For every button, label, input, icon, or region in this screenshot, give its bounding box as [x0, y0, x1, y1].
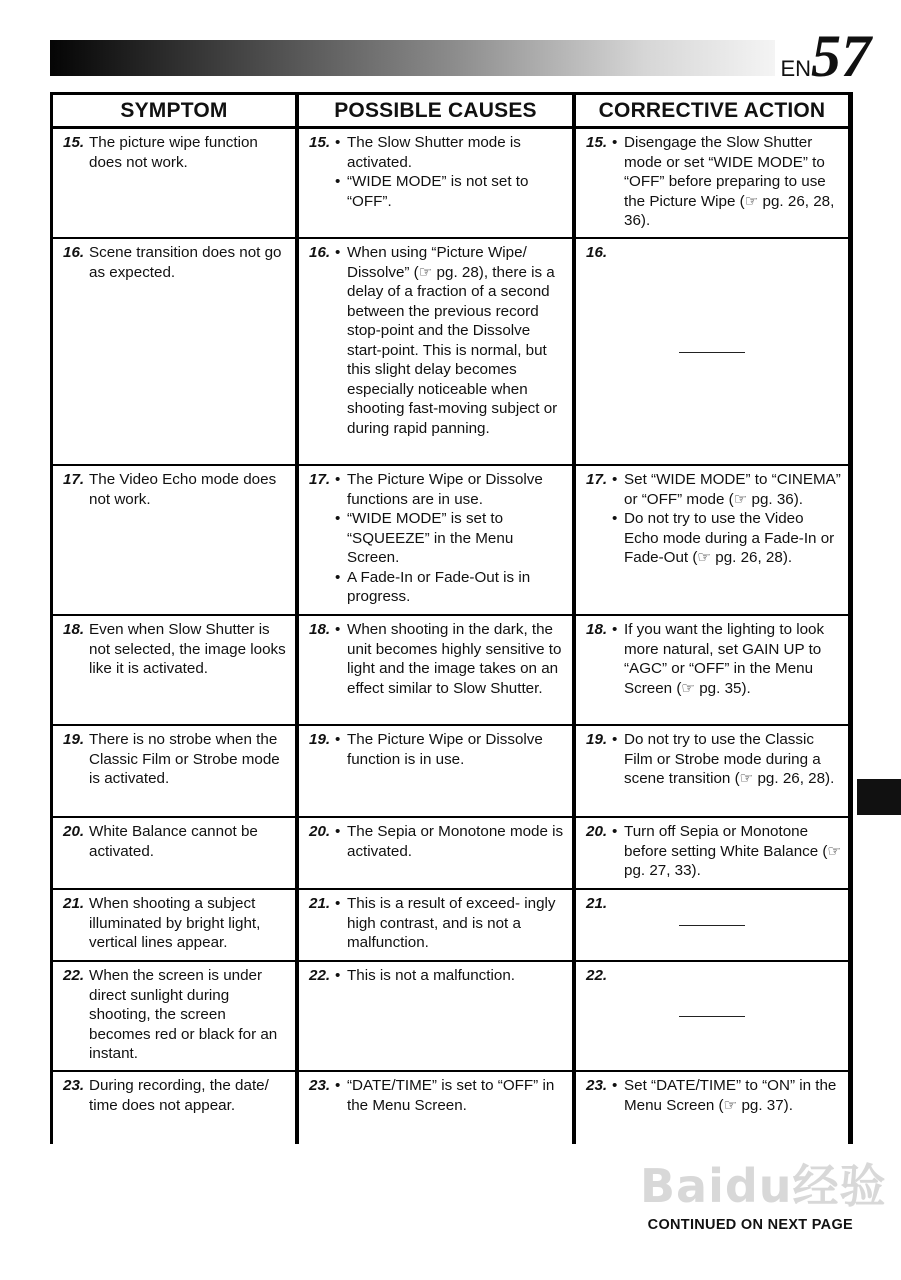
row-number: 16.: [63, 244, 85, 261]
bullet-icon: •: [612, 471, 618, 488]
cause-item: [335, 568, 566, 607]
causes-cell: [299, 1072, 572, 1145]
symptom-entry: [63, 133, 289, 172]
action-item: [612, 470, 842, 509]
cause-text: When shooting in the dark, the unit becomes highly sensitive to light and the image takes on an effect similar to Slow Shutter.: [347, 621, 562, 697]
action-cell: [576, 962, 848, 1070]
symptom-entry: [63, 894, 289, 953]
header-gradient-bar: [50, 40, 775, 76]
action-cell: [576, 616, 848, 724]
symptom-entry: [63, 470, 289, 509]
row-number: 21.: [586, 895, 608, 912]
action-text: Disengage the Slow Shutter mode or set “WIDE MODE” to “OFF” before preparing to use the Picture Wipe (☞ pg. 26, 28, 36).: [624, 134, 835, 229]
action-text: Do not try to use the Classic Film or Strobe mode during a scene transition (☞ pg. 26, 28).: [624, 731, 835, 787]
row-number: 22.: [309, 967, 331, 984]
action-item: [612, 620, 842, 698]
action-entry: [586, 966, 842, 986]
cause-item: [335, 470, 566, 509]
symptom-text: When shooting a subject illuminated by bright light, vertical lines appear.: [89, 895, 261, 951]
symptom-cell: [53, 466, 295, 614]
bullet-icon: •: [335, 510, 341, 527]
table-grid: [53, 95, 850, 1145]
bullet-icon: •: [335, 621, 341, 638]
page-number: [780, 23, 875, 89]
symptom-text: Even when Slow Shutter is not selected, the image looks like it is activated.: [89, 621, 286, 677]
row-number: 16.: [586, 244, 608, 261]
row-number: 18.: [586, 621, 608, 638]
bullet-icon: •: [335, 244, 341, 261]
action-cell: [576, 1072, 848, 1145]
action-cell: [576, 890, 848, 960]
action-text: Set “WIDE MODE” to “CINEMA” or “OFF” mode (☞ pg. 36).: [624, 471, 841, 508]
header-possible-causes: POSSIBLE CAUSES: [299, 95, 572, 127]
causes-cell: [299, 818, 572, 888]
bullet-icon: •: [612, 1077, 618, 1094]
row-number: 15.: [309, 134, 331, 151]
causes-entry: [309, 470, 566, 607]
action-text: Turn off Sepia or Monotone before setting White Balance (☞ pg. 27, 33).: [624, 823, 842, 879]
symptom-text: The Video Echo mode does not work.: [89, 471, 277, 508]
row-number: 22.: [63, 967, 85, 984]
causes-entry: [309, 894, 566, 953]
symptom-cell: [53, 616, 295, 724]
row-number: 19.: [586, 731, 608, 748]
symptom-entry: [63, 1076, 289, 1115]
bullet-icon: •: [335, 173, 341, 190]
symptom-entry: [63, 822, 289, 861]
action-entry: [586, 1076, 842, 1115]
symptom-cell: [53, 239, 295, 464]
symptom-text: When the screen is under direct sunlight during shooting, the screen becomes red or black for an instant.: [89, 967, 278, 1062]
watermark: Baidu经验: [640, 1159, 887, 1213]
cause-text: The Picture Wipe or Dissolve functions are in use.: [347, 471, 543, 508]
bullet-icon: •: [612, 621, 618, 638]
cause-item: [335, 133, 566, 172]
cause-item: [335, 620, 566, 698]
action-entry: [586, 730, 842, 789]
row-number: 16.: [309, 244, 331, 261]
causes-cell: [299, 239, 572, 464]
causes-entry: [309, 133, 566, 211]
causes-entry: [309, 730, 566, 769]
row-number: 15.: [63, 134, 85, 151]
bullet-icon: •: [612, 134, 618, 151]
causes-entry: [309, 966, 566, 986]
row-number: 17.: [309, 471, 331, 488]
causes-entry: [309, 243, 566, 438]
symptom-cell: [53, 890, 295, 960]
cause-text: When using “Picture Wipe/ Dissolve” (☞ pg. 28), there is a delay of a fraction of a second between the previous record stop-point and the Dissolve start-point. This is normal, but this slight delay becomes especially noticeable when shooting fast-moving subject or during rapid panning.: [347, 244, 558, 437]
cause-text: The Slow Shutter mode is activated.: [347, 134, 521, 171]
causes-entry: [309, 822, 566, 861]
continued-note: CONTINUED ON NEXT PAGE: [647, 1217, 853, 1233]
cause-text: This is not a malfunction.: [347, 967, 515, 984]
cause-item: [335, 243, 566, 438]
cause-item: [335, 172, 566, 211]
action-text: Do not try to use the Video Echo mode during a Fade-In or Fade-Out (☞ pg. 26, 28).: [624, 510, 835, 566]
causes-cell: [299, 466, 572, 614]
cause-text: “DATE/TIME” is set to “OFF” in the Menu Screen.: [347, 1077, 555, 1114]
row-number: 18.: [63, 621, 85, 638]
no-action-dash: [576, 1016, 848, 1017]
action-cell: [576, 818, 848, 888]
action-cell: [576, 129, 848, 237]
symptom-cell: [53, 818, 295, 888]
causes-cell: [299, 129, 572, 237]
symptom-entry: [63, 620, 289, 679]
causes-cell: [299, 616, 572, 724]
action-item: [612, 509, 842, 568]
symptom-cell: [53, 129, 295, 237]
row-number: 22.: [586, 967, 608, 984]
symptom-text: The picture wipe function does not work.: [89, 134, 258, 171]
cause-text: “WIDE MODE” is not set to “OFF”.: [347, 173, 529, 210]
row-number: 23.: [309, 1077, 331, 1094]
no-action-dash: [576, 352, 848, 353]
row-number: 15.: [586, 134, 608, 151]
bullet-icon: •: [335, 471, 341, 488]
cause-item: [335, 509, 566, 568]
bullet-icon: •: [612, 823, 618, 840]
page-number-value: 57: [811, 23, 871, 89]
row-number: 18.: [309, 621, 331, 638]
symptom-cell: [53, 962, 295, 1070]
bullet-icon: •: [335, 731, 341, 748]
page-prefix: EN: [780, 56, 811, 81]
symptom-text: There is no strobe when the Classic Film or Strobe mode is activated.: [89, 731, 280, 787]
section-tab-marker: [857, 779, 901, 815]
cause-text: A Fade-In or Fade-Out is in progress.: [347, 568, 531, 605]
cause-text: “WIDE MODE” is set to “SQUEEZE” in the Menu Screen.: [347, 510, 514, 566]
bullet-icon: •: [335, 568, 341, 586]
row-number: 20.: [63, 823, 85, 840]
action-item: [612, 133, 842, 231]
action-entry: [586, 243, 842, 263]
action-entry: [586, 822, 842, 881]
action-entry: [586, 620, 842, 698]
symptom-entry: [63, 966, 289, 1064]
row-number: 21.: [309, 895, 331, 912]
symptom-entry: [63, 243, 289, 282]
row-number: 20.: [309, 823, 331, 840]
row-number: 19.: [309, 731, 331, 748]
bullet-icon: •: [335, 1077, 341, 1094]
causes-cell: [299, 726, 572, 816]
bullet-icon: •: [335, 134, 341, 151]
causes-entry: [309, 620, 566, 698]
symptom-text: White Balance cannot be activated.: [89, 823, 258, 860]
causes-entry: [309, 1076, 566, 1115]
header-symptom: SYMPTOM: [53, 95, 295, 127]
no-action-dash: [576, 925, 848, 926]
causes-cell: [299, 962, 572, 1070]
bullet-icon: •: [612, 731, 618, 748]
header-corrective-action: CORRECTIVE ACTION: [576, 95, 848, 127]
cause-text: The Sepia or Monotone mode is activated.: [347, 823, 564, 860]
causes-cell: [299, 890, 572, 960]
action-item: [612, 730, 842, 789]
troubleshooting-table: [50, 92, 853, 1144]
row-number: 20.: [586, 823, 608, 840]
action-text: If you want the lighting to look more natural, set GAIN UP to “AGC” or “OFF” in the Menu Screen (☞ pg. 35).: [624, 621, 825, 697]
symptom-entry: [63, 730, 289, 789]
bullet-icon: •: [335, 967, 341, 984]
action-cell: [576, 466, 848, 614]
cause-text: This is a result of exceed- ingly high contrast, and is not a malfunction.: [347, 895, 556, 951]
action-entry: [586, 894, 842, 914]
action-entry: [586, 133, 842, 231]
action-cell: [576, 239, 848, 464]
bullet-icon: •: [335, 823, 341, 840]
symptom-cell: [53, 726, 295, 816]
row-number: 23.: [63, 1077, 85, 1094]
symptom-cell: [53, 1072, 295, 1145]
symptom-text: During recording, the date/ time does not appear.: [89, 1077, 269, 1114]
row-number: 23.: [586, 1077, 608, 1094]
symptom-text: Scene transition does not go as expected.: [89, 244, 282, 281]
cause-item: [335, 894, 566, 953]
row-number: 17.: [586, 471, 608, 488]
action-cell: [576, 726, 848, 816]
action-item: [612, 1076, 842, 1115]
action-text: Set “DATE/TIME” to “ON” in the Menu Screen (☞ pg. 37).: [624, 1077, 837, 1114]
cause-text: The Picture Wipe or Dissolve function is in use.: [347, 731, 543, 768]
action-entry: [586, 470, 842, 568]
bullet-icon: •: [612, 510, 618, 527]
bullet-icon: •: [335, 895, 341, 912]
cause-item: [335, 966, 566, 986]
cause-item: [335, 822, 566, 861]
action-item: [612, 822, 842, 881]
cause-item: [335, 730, 566, 769]
row-number: 21.: [63, 895, 85, 912]
row-number: 19.: [63, 731, 85, 748]
row-number: 17.: [63, 471, 85, 488]
cause-item: [335, 1076, 566, 1115]
